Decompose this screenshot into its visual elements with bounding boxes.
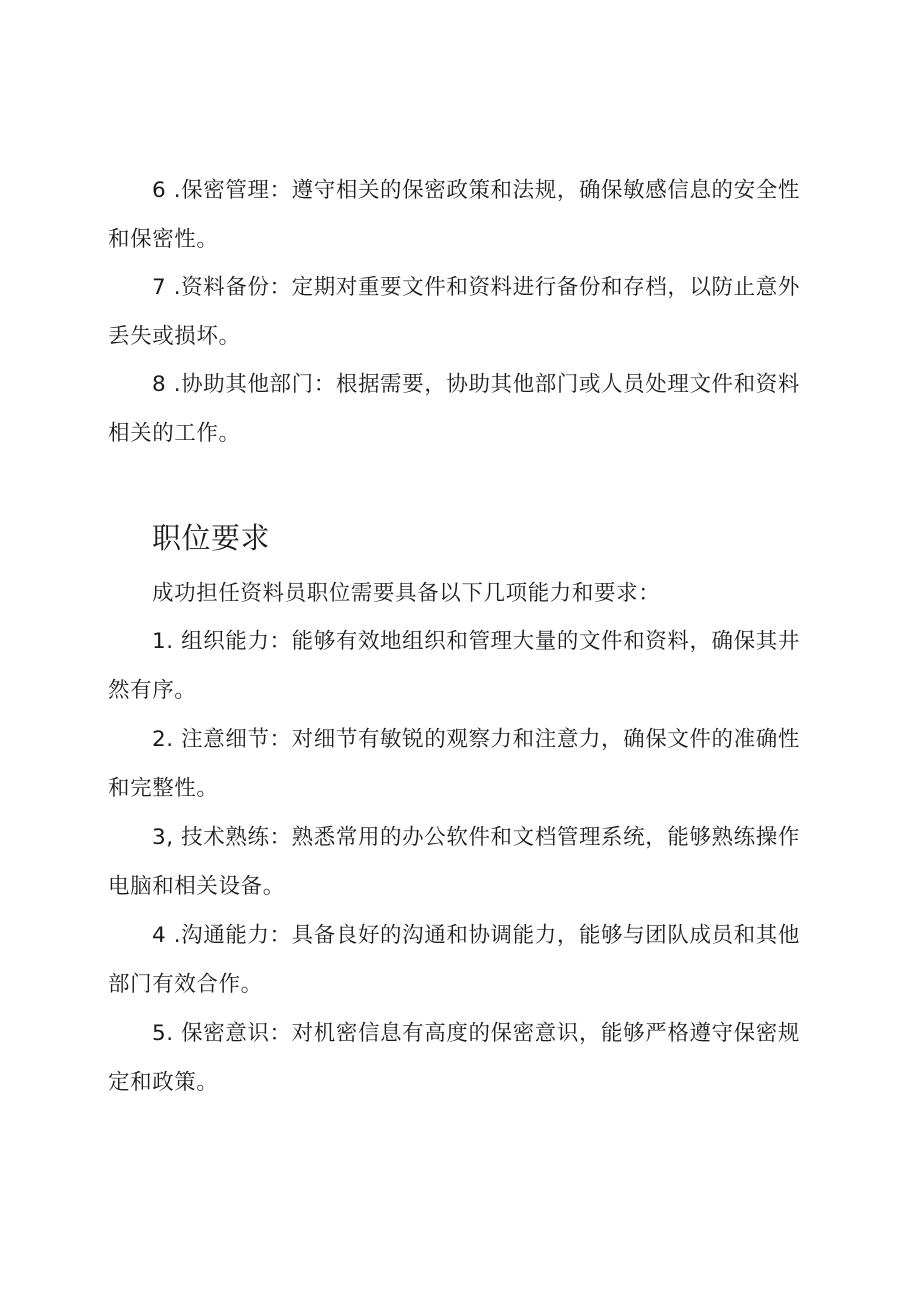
- duty-item-8: 8 .协助其他部门：根据需要，协助其他部门或人员处理文件和资料相关的工作。: [108, 372, 800, 446]
- requirement-item-1: 1. 组织能力：能够有效地组织和管理大量的文件和资料，确保其井然有序。: [108, 629, 800, 703]
- requirement-item-5: 5. 保密意识：对机密信息有高度的保密意识，能够严格遵守保密规定和政策。: [108, 1021, 800, 1095]
- requirement-item-4: 4 .沟通能力：具备良好的沟通和协调能力，能够与团队成员和其他部门有效合作。: [108, 923, 800, 997]
- section-heading-requirements: 职位要求: [152, 521, 271, 555]
- duty-item-7: 7 .资料备份：定期对重要文件和资料进行备份和存档，以防止意外丢失或损坏。: [108, 275, 800, 349]
- duty-item-6: 6 .保密管理：遵守相关的保密政策和法规，确保敏感信息的安全性和保密性。: [108, 178, 800, 252]
- requirement-item-3: 3, 技术熟练：熟悉常用的办公软件和文档管理系统，能够熟练操作电脑和相关设备。: [108, 825, 800, 899]
- requirements-intro: 成功担任资料员职位需要具备以下几项能力和要求：: [152, 581, 661, 606]
- requirement-item-2: 2. 注意细节：对细节有敏锐的观察力和注意力，确保文件的准确性和完整性。: [108, 727, 800, 801]
